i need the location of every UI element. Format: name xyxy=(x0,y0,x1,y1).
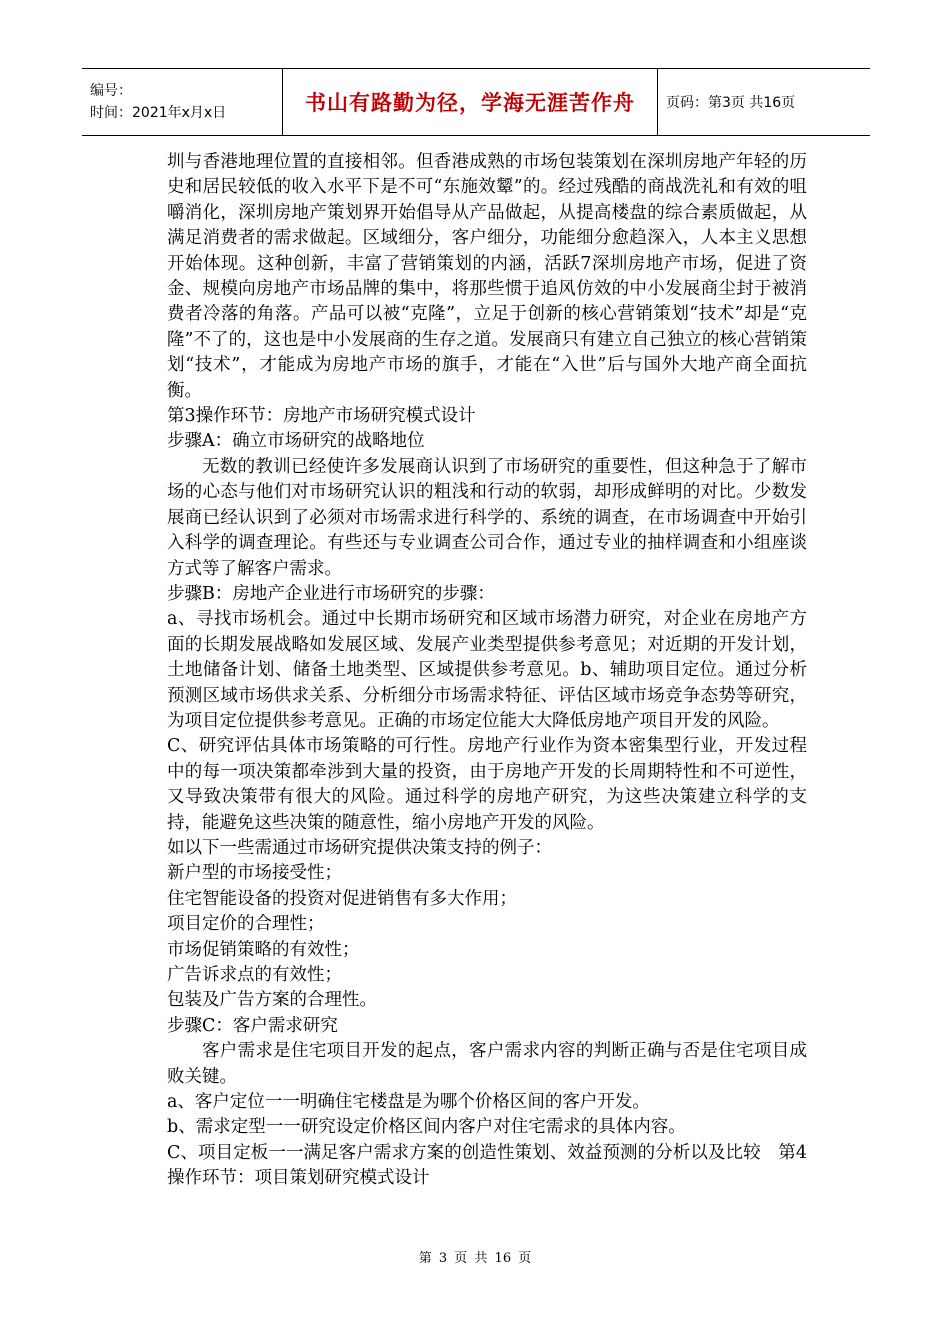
paragraph: 广告诉求点的有效性； xyxy=(167,965,342,985)
paragraph: 项目定价的合理性； xyxy=(167,914,325,935)
paragraph: C、研究评估具体市场策略的可行性。房地产行业作为资本密集型行业，开发过程中的每一项决策都牵涉到大量的投资，由于房地产开发的长周期特性和不可逆性，又导致决策带有很大的风险。通过科学的房地产研究，为这些决策建立科学的支持，能避免这些决策的随意性，缩小房地产开发的风险。 xyxy=(167,736,807,833)
paragraph: C、项目定板一一满足客户需求方案的创造性策划、效益预测的分析以及比较 第4操作环节：项目策划研究模式设计 xyxy=(167,1142,807,1189)
paragraph: a、寻找市场机会。通过中长期市场研究和区域市场潜力研究，对企业在房地产方面的长期发展战略如发展区域、发展产业类型提供参考意见；对近期的开发计划，土地储备计划、储备土地类型、区域提供参考意见。b、辅助项目定位。通过分析预测区域市场供求关系、分析细分市场需求特征、评估区域市场竞争态势等研究，为项目定位提供参考意见。正确的市场定位能大大降低房地产项目开发的风险。 xyxy=(167,609,807,731)
paragraph: 如以下一些需通过市场研究提供决策支持的例子： xyxy=(167,837,552,858)
document-number: 编号： xyxy=(90,83,132,99)
paragraph: 市场促销策略的有效性； xyxy=(167,939,360,960)
paragraph: 步骤B：房地产企业进行市场研究的步骤： xyxy=(167,583,495,604)
paragraph: 第3操作环节：房地产市场研究模式设计 xyxy=(167,406,476,427)
header-motto: 书山有路勤为径，学海无涯苦作舟 xyxy=(305,91,635,115)
header-page-cell xyxy=(658,69,870,135)
paragraph: 客户需求是住宅项目开发的起点，客户需求内容的判断正确与否是住宅项目成败关键。 xyxy=(167,1041,807,1087)
paragraph: 无数的教训已经使许多发展商认识到了市场研究的重要性，但这种急于了解市场的心态与他们对市场研究认识的粗浅和行动的软弱，却形成鲜明的对比。少数发展商已经认识到了必须对市场需求进行科学的、系统的调查，在市场调查中开始引入科学的调查理论。有些还与专业调查公司合作，通过专业的抽样调查和小组座谈方式等了解客户需求。 xyxy=(167,456,807,579)
paragraph: 新户型的市场接受性； xyxy=(167,863,342,884)
paragraph: 步骤A：确立市场研究的战略地位 xyxy=(167,431,425,452)
header-motto-cell xyxy=(282,69,658,135)
paragraph: a、客户定位一一明确住宅楼盘是为哪个价格区间的客户开发。 xyxy=(167,1092,650,1113)
header-meta xyxy=(82,69,282,135)
page-header xyxy=(82,68,870,136)
document-body xyxy=(167,150,807,1192)
document-time: 时间：2021年x月x日 xyxy=(90,105,227,121)
paragraph: 步骤C：客户需求研究 xyxy=(167,1015,338,1036)
page-footer: 第 3 页 共 16 页 xyxy=(418,1251,532,1266)
paragraph: 住宅智能设备的投资对促进销售有多大作用； xyxy=(167,888,517,909)
paragraph: 圳与香港地理位置的直接相邻。但香港成熟的市场包装策划在深圳房地产年轻的历史和居民较低的收入水平下是不可“东施效颦”的。经过残酷的商战洗礼和有效的咀嚼消化，深圳房地产策划界开始倡导从产品做起，从提高楼盘的综合素质做起，从满足消费者的需求做起。区域细分，客户细分，功能细分愈趋深入，人本主义思想开始体现。这种创新，丰富了营销策划的内涵，活跃7深圳房地产市场，促进了资金、规模向房地产市场品牌的集中，将那些惯于追风仿效的中小发展商尘封于被消费者冷落的角落。产品可以被“克隆”，立足于创新的核心营销策划“技术”却是“克隆”不了的，这也是中小发展商的生存之道。发展商只有建立自己独立的核心营销策划“技术”，才能成为房地产市场的旗手，才能在“入世”后与国外大地产商全面抗衡。 xyxy=(167,152,807,401)
header-page-number: 页码：第3页 共16页 xyxy=(666,95,796,111)
paragraph: b、需求定型一一研究设定价格区间内客户对住宅需求的具体内容。 xyxy=(167,1117,686,1138)
paragraph: 包装及广告方案的合理性。 xyxy=(167,990,377,1011)
